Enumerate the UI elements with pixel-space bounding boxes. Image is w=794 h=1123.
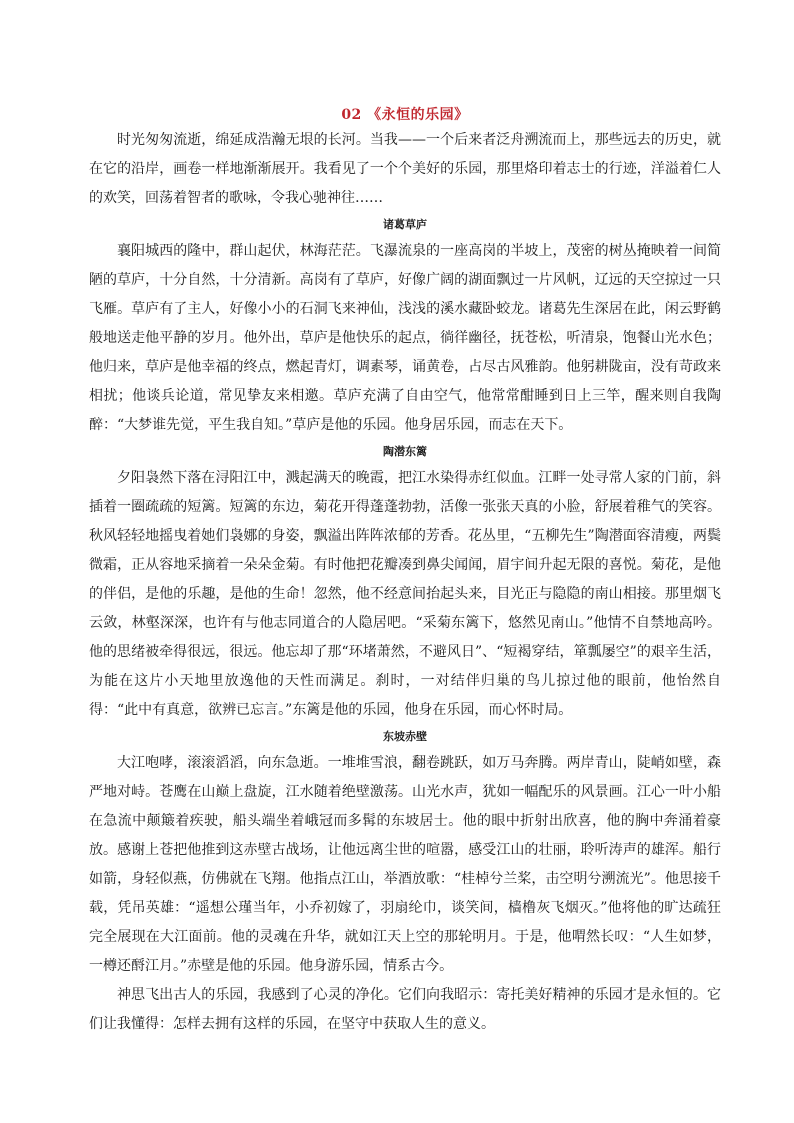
section-body-dongpo: 大江咆哮，滚滚滔滔，向东急逝。一堆堆雪浪，翻卷跳跃，如万马奔腾。两岸青山，陡峭如壁，森严地对峙。苍鹰在山巅上盘旋，江水随着绝壁激荡。山光水声，犹如一幅配乐的风景画。江心一叶小船在急流中颠簸着疾驶，船头端坐着峨冠而多髯的东坡居士。他的眼中折射出欣喜，他的胸中奔涌着豪放。感谢上苍把他推到这赤壁古战场，让他远离尘世的喧嚣，感受江山的壮丽，聆听涛声的雄浑。船行如箭，身轻似燕，仿佛就在飞翔。他指点江山，举酒放歌：“桂棹兮兰桨，击空明兮溯流光”。他思接千载，凭吊英雄：“遥想公瑾当年，小乔初嫁了，羽扇纶巾，谈笑间，樯橹灰飞烟灭。”他将他的旷达疏狂完全展现在大江面前。他的灵魂在升华，就如江天上空的那轮明月。于是，他喟然长叹：“人生如梦，一樽还酹江月。”赤壁是他的乐园。他身游乐园，情系古今。	[89, 755, 721, 974]
section-heading-dongpo: 东坡赤壁	[383, 730, 427, 743]
section-body-taoqian: 夕阳袅然下落在浔阳江中，溅起满天的晚霞，把江水染得赤红似血。江畔一处寻常人家的门前，斜插着一圈疏疏的短篱。短篱的东边，菊花开得蓬蓬勃勃，活像一张张天真的小脸，舒展着稚气的笑容。秋风轻轻地摇曳着她们袅娜的身姿，飘溢出阵阵浓郁的芳香。花丛里，“五柳先生”陶潜面容清瘦，两鬓微霜，正从容地采摘着一朵朵金菊。有时他把花瓣凑到鼻尖闻闻，眉宇间升起无限的喜悦。菊花，是他的伴侣，是他的乐趣，是他的生命！忽然，他不经意间抬起头来，目光正与隐隐的南山相接。那里烟飞云敛，林壑深深，也许有与他志同道合的人隐居吧。“采菊东篱下，悠然见南山。”他情不自禁地高吟。他的思绪被牵得很远，很远。他忘却了那“环堵萧然，不避风日”、“短褐穿结，箪瓢屡空”的艰辛生活，为能在这片小天地里放逸他的天性而满足。刹时，一对结伴归巢的鸟儿掠过他的眼前，他怡然自得：“此中有真意，欲辨已忘言。”东篱是他的乐园，他身在乐园，而心怀时局。	[89, 470, 721, 718]
section-heading-taoqian: 陶潜东篱	[383, 445, 427, 458]
section-body-zhuge: 襄阳城西的隆中，群山起伏，林海茫茫。飞瀑流泉的一座高岗的半坡上，茂密的树丛掩映着一间简陋的草庐，十分自然，十分清新。高岗有了草庐，好像广阔的湖面飘过一片风帆，辽远的天空掠过一只飞雁。草庐有了主人，好像小小的石洞飞来神仙，浅浅的溪水藏卧蛟龙。诸葛先生深居在此，闲云野鹤般地送走他平静的岁月。他外出，草庐是他快乐的起点，徜徉幽径，抚苍松，听清泉，饱餐山光水色；他归来，草庐是他幸福的终点，燃起青灯，调素琴，诵黄卷，占尽古风雅韵。他躬耕陇亩，没有苛政来相扰；他谈兵论道，常见挚友来相邀。草庐充满了自由空气，他常常酣睡到日上三竿，醒来则自我陶醉：“大梦谁先觉，平生我自知。”草庐是他的乐园。他身居乐园，而志在天下。	[89, 243, 721, 433]
conclusion-paragraph: 神思飞出古人的乐园，我感到了心灵的净化。它们向我昭示：寄托美好精神的乐园才是永恒的。它们让我懂得：怎样去拥有这样的乐园，在坚守中获取人生的意义。	[89, 987, 721, 1032]
section-heading-zhuge: 诸葛草庐	[383, 218, 427, 231]
intro-paragraph: 时光匆匆流逝，绵延成浩瀚无垠的长河。当我——一个后来者泛舟溯流而上，那些远去的历史，就在它的沿岸，画卷一样地渐渐展开。我看见了一个个美好的乐园，那里烙印着志士的行迹，洋溢着仁人的欢笑，回荡着智者的歌咏，令我心驰神往……	[89, 132, 721, 206]
document-title: 02 《永恒的乐园》	[341, 107, 469, 123]
document-page	[89, 104, 721, 1039]
